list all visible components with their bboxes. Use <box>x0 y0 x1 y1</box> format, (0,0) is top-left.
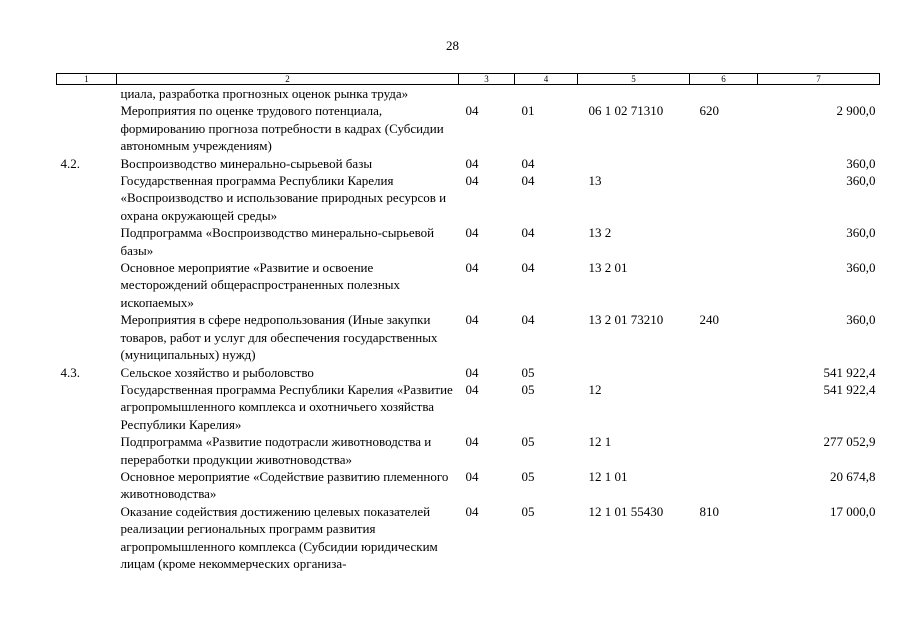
row-number <box>57 172 117 224</box>
subsection-code: 05 <box>521 468 535 484</box>
section-code: 04 <box>465 381 479 397</box>
table-row <box>57 433 880 468</box>
expense-type-code <box>690 259 758 311</box>
section-code: 04 <box>465 155 479 171</box>
target-article-code: 13 <box>588 173 602 189</box>
column-number: 5 <box>578 74 690 85</box>
page-number: 28 <box>446 38 459 53</box>
subsection-code: 05 <box>521 503 535 519</box>
row-name: Оказание содействия достижению целевых показателей реализации региональных программ развития агропромышленного комплекса (Субсидии юридическим лицам (кроме некоммерческих организа- <box>120 503 438 571</box>
section-code: 04 <box>465 103 479 119</box>
row-number: 4.2. <box>60 155 80 171</box>
section-code: 04 <box>465 312 479 328</box>
amount: 2 900,0 <box>836 103 876 119</box>
target-article-code: 12 <box>588 381 602 397</box>
section-code: 04 <box>465 260 479 276</box>
amount: 360,0 <box>846 155 876 171</box>
section-code: 04 <box>465 364 479 380</box>
subsection-code <box>515 85 578 103</box>
row-number <box>57 468 117 503</box>
amount <box>758 85 880 103</box>
section-code: 04 <box>465 434 479 450</box>
column-number: 1 <box>57 74 117 85</box>
expense-type-code <box>690 85 758 103</box>
row-name: циала, разработка прогнозных оценок рынка труда» <box>120 86 409 101</box>
amount: 541 922,4 <box>823 364 876 380</box>
row-name: Мероприятия по оценке трудового потенциала, формированию прогноза потребности в кадрах (Субсидии автономным учреждениям) <box>120 103 444 154</box>
row-number: 4.3. <box>60 364 80 380</box>
row-name: Основное мероприятие «Развитие и освоение месторождений общераспространенных полезных ископаемых» <box>120 260 401 310</box>
column-number: 3 <box>459 74 515 85</box>
table-row <box>57 381 880 433</box>
table-row <box>57 102 880 154</box>
table-row <box>57 172 880 224</box>
expense-type-code <box>690 364 758 381</box>
budget-table <box>56 73 880 572</box>
section-code <box>459 85 515 103</box>
row-name: Государственная программа Республики Карелия «Развитие агропромышленного комплекса и охотничьего хозяйства Республики Карелия» <box>120 381 453 432</box>
subsection-code: 04 <box>521 225 535 241</box>
target-article-code: 12 1 <box>588 434 612 450</box>
table-row <box>57 155 880 172</box>
amount: 20 674,8 <box>830 468 876 484</box>
subsection-code: 04 <box>521 260 535 276</box>
subsection-code: 01 <box>521 103 535 119</box>
table-row <box>57 259 880 311</box>
expense-type-code <box>690 468 758 503</box>
amount: 360,0 <box>846 260 876 276</box>
expense-type-code <box>690 433 758 468</box>
row-name: Сельское хозяйство и рыболовство <box>120 364 314 380</box>
row-number <box>57 433 117 468</box>
row-number <box>57 224 117 259</box>
row-name: Воспроизводство минерально-сырьевой базы <box>120 155 373 171</box>
amount: 277 052,9 <box>823 434 876 450</box>
subsection-code: 05 <box>521 381 535 397</box>
column-number: 2 <box>117 74 459 85</box>
subsection-code: 05 <box>521 364 535 380</box>
row-name: Государственная программа Республики Карелия «Воспроизводство и использование природных ресурсов и охрана окружающей среды» <box>120 173 447 223</box>
section-code: 04 <box>465 225 479 241</box>
row-number <box>57 311 117 363</box>
expense-type-code <box>690 155 758 172</box>
section-code: 04 <box>465 468 479 484</box>
expense-type-code <box>690 172 758 224</box>
column-number-row <box>57 74 880 85</box>
column-number: 4 <box>515 74 578 85</box>
amount: 360,0 <box>846 225 876 241</box>
subsection-code: 04 <box>521 312 535 328</box>
target-article-code: 13 2 01 73210 <box>588 312 664 328</box>
amount: 17 000,0 <box>830 503 876 519</box>
table-row <box>57 503 880 573</box>
section-code: 04 <box>465 173 479 189</box>
row-number <box>57 85 117 103</box>
target-article-code: 12 1 01 <box>588 468 628 484</box>
column-number: 6 <box>690 74 758 85</box>
row-number <box>57 102 117 154</box>
section-code: 04 <box>465 503 479 519</box>
target-article-code: 06 1 02 71310 <box>588 103 664 119</box>
target-article-code <box>578 364 690 381</box>
table-row <box>57 364 880 381</box>
amount: 541 922,4 <box>823 381 876 397</box>
row-name: Мероприятия в сфере недропользования (Иные закупки товаров, работ и услуг для обеспечения государственных (муниципальных) нужд) <box>120 312 438 363</box>
target-article-code: 13 2 01 <box>588 260 628 276</box>
table-body <box>57 85 880 573</box>
target-article-code: 12 1 01 55430 <box>588 503 664 519</box>
table-row <box>57 85 880 103</box>
target-article-code <box>578 155 690 172</box>
target-article-code: 13 2 <box>588 225 612 241</box>
row-number <box>57 259 117 311</box>
expense-type-code <box>690 381 758 433</box>
expense-type-code: 620 <box>699 103 719 119</box>
target-article-code <box>578 85 690 103</box>
subsection-code: 04 <box>521 155 535 171</box>
subsection-code: 04 <box>521 173 535 189</box>
row-name: Основное мероприятие «Содействие развитию племенного животноводства» <box>120 468 449 502</box>
expense-type-code: 240 <box>699 312 719 328</box>
row-name: Подпрограмма «Развитие подотрасли животноводства и переработки продукции животноводства» <box>120 434 432 467</box>
table-row <box>57 311 880 363</box>
amount: 360,0 <box>846 312 876 328</box>
row-name: Подпрограмма «Воспроизводство минерально-сырьевой базы» <box>120 225 435 258</box>
expense-type-code <box>690 224 758 259</box>
amount: 360,0 <box>846 173 876 189</box>
row-number <box>57 503 117 573</box>
expense-type-code: 810 <box>699 503 719 519</box>
table-row <box>57 224 880 259</box>
subsection-code: 05 <box>521 434 535 450</box>
column-number: 7 <box>758 74 880 85</box>
table-row <box>57 468 880 503</box>
row-number <box>57 381 117 433</box>
